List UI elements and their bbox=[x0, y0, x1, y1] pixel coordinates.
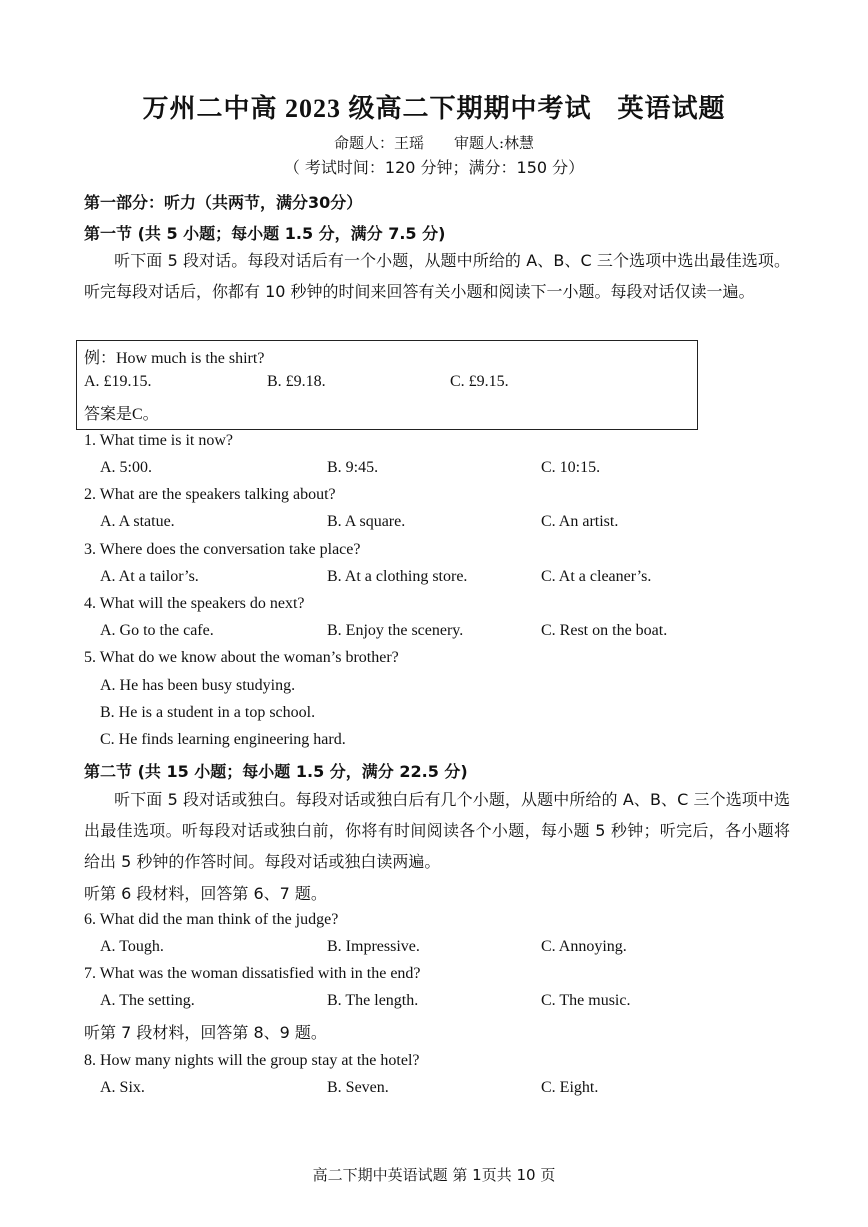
question-5-option-b[interactable]: B. He is a student in a top school. bbox=[100, 704, 316, 721]
question-8-option-a[interactable]: A. Six. bbox=[100, 1079, 145, 1096]
question-7-option-c[interactable]: C. The music. bbox=[541, 992, 631, 1009]
material-6-label: 听第 6 段材料，回答第 6、7 题。 bbox=[84, 884, 327, 903]
example-option-b: B. £9.18. bbox=[267, 373, 326, 390]
question-1-option-c[interactable]: C. 10:15. bbox=[541, 459, 601, 476]
author-line bbox=[0, 132, 868, 153]
question-2-option-b[interactable]: B. A square. bbox=[327, 513, 406, 530]
question-3: 3. Where does the conversation take place? bbox=[84, 541, 361, 558]
example-option-c: C. £9.15. bbox=[450, 373, 509, 390]
question-2-option-c[interactable]: C. An artist. bbox=[541, 513, 619, 530]
question-4-option-a[interactable]: A. Go to the cafe. bbox=[100, 622, 214, 639]
section2-heading: 第二节 (共 15 小题；每小题 1.5 分，满分 22.5 分) bbox=[84, 762, 468, 781]
question-3-option-c[interactable]: C. At a cleaner’s. bbox=[541, 568, 652, 585]
question-2-option-a[interactable]: A. A statue. bbox=[100, 513, 175, 530]
question-3-option-b[interactable]: B. At a clothing store. bbox=[327, 568, 468, 585]
author-label: 命题人：王瑶 bbox=[333, 134, 424, 152]
question-6: 6. What did the man think of the judge? bbox=[84, 911, 339, 928]
question-7-option-b[interactable]: B. The length. bbox=[327, 992, 419, 1009]
part1-heading: 第一部分：听力（共两节，满分30分） bbox=[84, 193, 363, 212]
question-6-option-b[interactable]: B. Impressive. bbox=[327, 938, 420, 955]
question-4-option-b[interactable]: B. Enjoy the scenery. bbox=[327, 622, 464, 639]
section1-instructions bbox=[84, 245, 790, 307]
question-8-option-c[interactable]: C. Eight. bbox=[541, 1079, 599, 1096]
question-6-option-c[interactable]: C. Annoying. bbox=[541, 938, 627, 955]
example-question: 例：How much is the shirt? bbox=[84, 350, 265, 367]
section2-instructions bbox=[84, 784, 790, 877]
page-footer: 高二下期中英语试题 第 1页共 10 页 bbox=[312, 1166, 556, 1184]
section1-heading: 第一节 (共 5 小题；每小题 1.5 分，满分 7.5 分) bbox=[84, 224, 446, 243]
section1-instructions-text: 听下面 5 段对话。每段对话后有一个小题，从题中所给的 A、B、C 三个选项中选出最佳选项。听完每段对话后，你都有 10 秒钟的时间来回答有关小题和阅读下一小题。每段对话仅读一遍。 bbox=[84, 251, 790, 301]
question-6-option-a[interactable]: A. Tough. bbox=[100, 938, 164, 955]
question-4: 4. What will the speakers do next? bbox=[84, 595, 305, 612]
title-main: 万州二中高 2023 级高二下期期中考试 bbox=[142, 94, 592, 123]
example-option-a: A. £19.15. bbox=[84, 373, 152, 390]
question-1-option-b[interactable]: B. 9:45. bbox=[327, 459, 379, 476]
question-7: 7. What was the woman dissatisfied with in the end? bbox=[84, 965, 421, 982]
question-5: 5. What do we know about the woman’s brother? bbox=[84, 649, 399, 666]
question-5-option-a[interactable]: A. He has been busy studying. bbox=[100, 677, 296, 694]
page-title bbox=[0, 88, 868, 125]
question-7-option-a[interactable]: A. The setting. bbox=[100, 992, 195, 1009]
question-5-option-c[interactable]: C. He finds learning engineering hard. bbox=[100, 731, 346, 748]
material-7-label: 听第 7 段材料，回答第 8、9 题。 bbox=[84, 1023, 327, 1042]
example-box bbox=[76, 340, 698, 430]
reviewer-label: 审题人:林慧 bbox=[453, 134, 535, 152]
question-1-option-a[interactable]: A. 5:00. bbox=[100, 459, 152, 476]
time-info: （ 考试时间：120 分钟；满分：150 分） bbox=[283, 158, 585, 177]
question-4-option-c[interactable]: C. Rest on the boat. bbox=[541, 622, 668, 639]
question-8: 8. How many nights will the group stay at the hotel? bbox=[84, 1052, 420, 1069]
question-1: 1. What time is it now? bbox=[84, 432, 234, 449]
example-answer: 答案是C。 bbox=[84, 406, 159, 423]
question-8-option-b[interactable]: B. Seven. bbox=[327, 1079, 389, 1096]
title-subject: 英语试题 bbox=[617, 94, 726, 123]
section2-instructions-text: 听下面 5 段对话或独白。每段对话或独白后有几个小题，从题中所给的 A、B、C 三个选项中选出最佳选项。听每段对话或独白前，你将有时间阅读各个小题，每小题 5 秒钟；听完后，各小题将给出 5 秒钟的作答时间。每段对话或独白读两遍。 bbox=[84, 790, 790, 871]
question-2: 2. What are the speakers talking about? bbox=[84, 486, 336, 503]
question-3-option-a[interactable]: A. At a tailor’s. bbox=[100, 568, 199, 585]
